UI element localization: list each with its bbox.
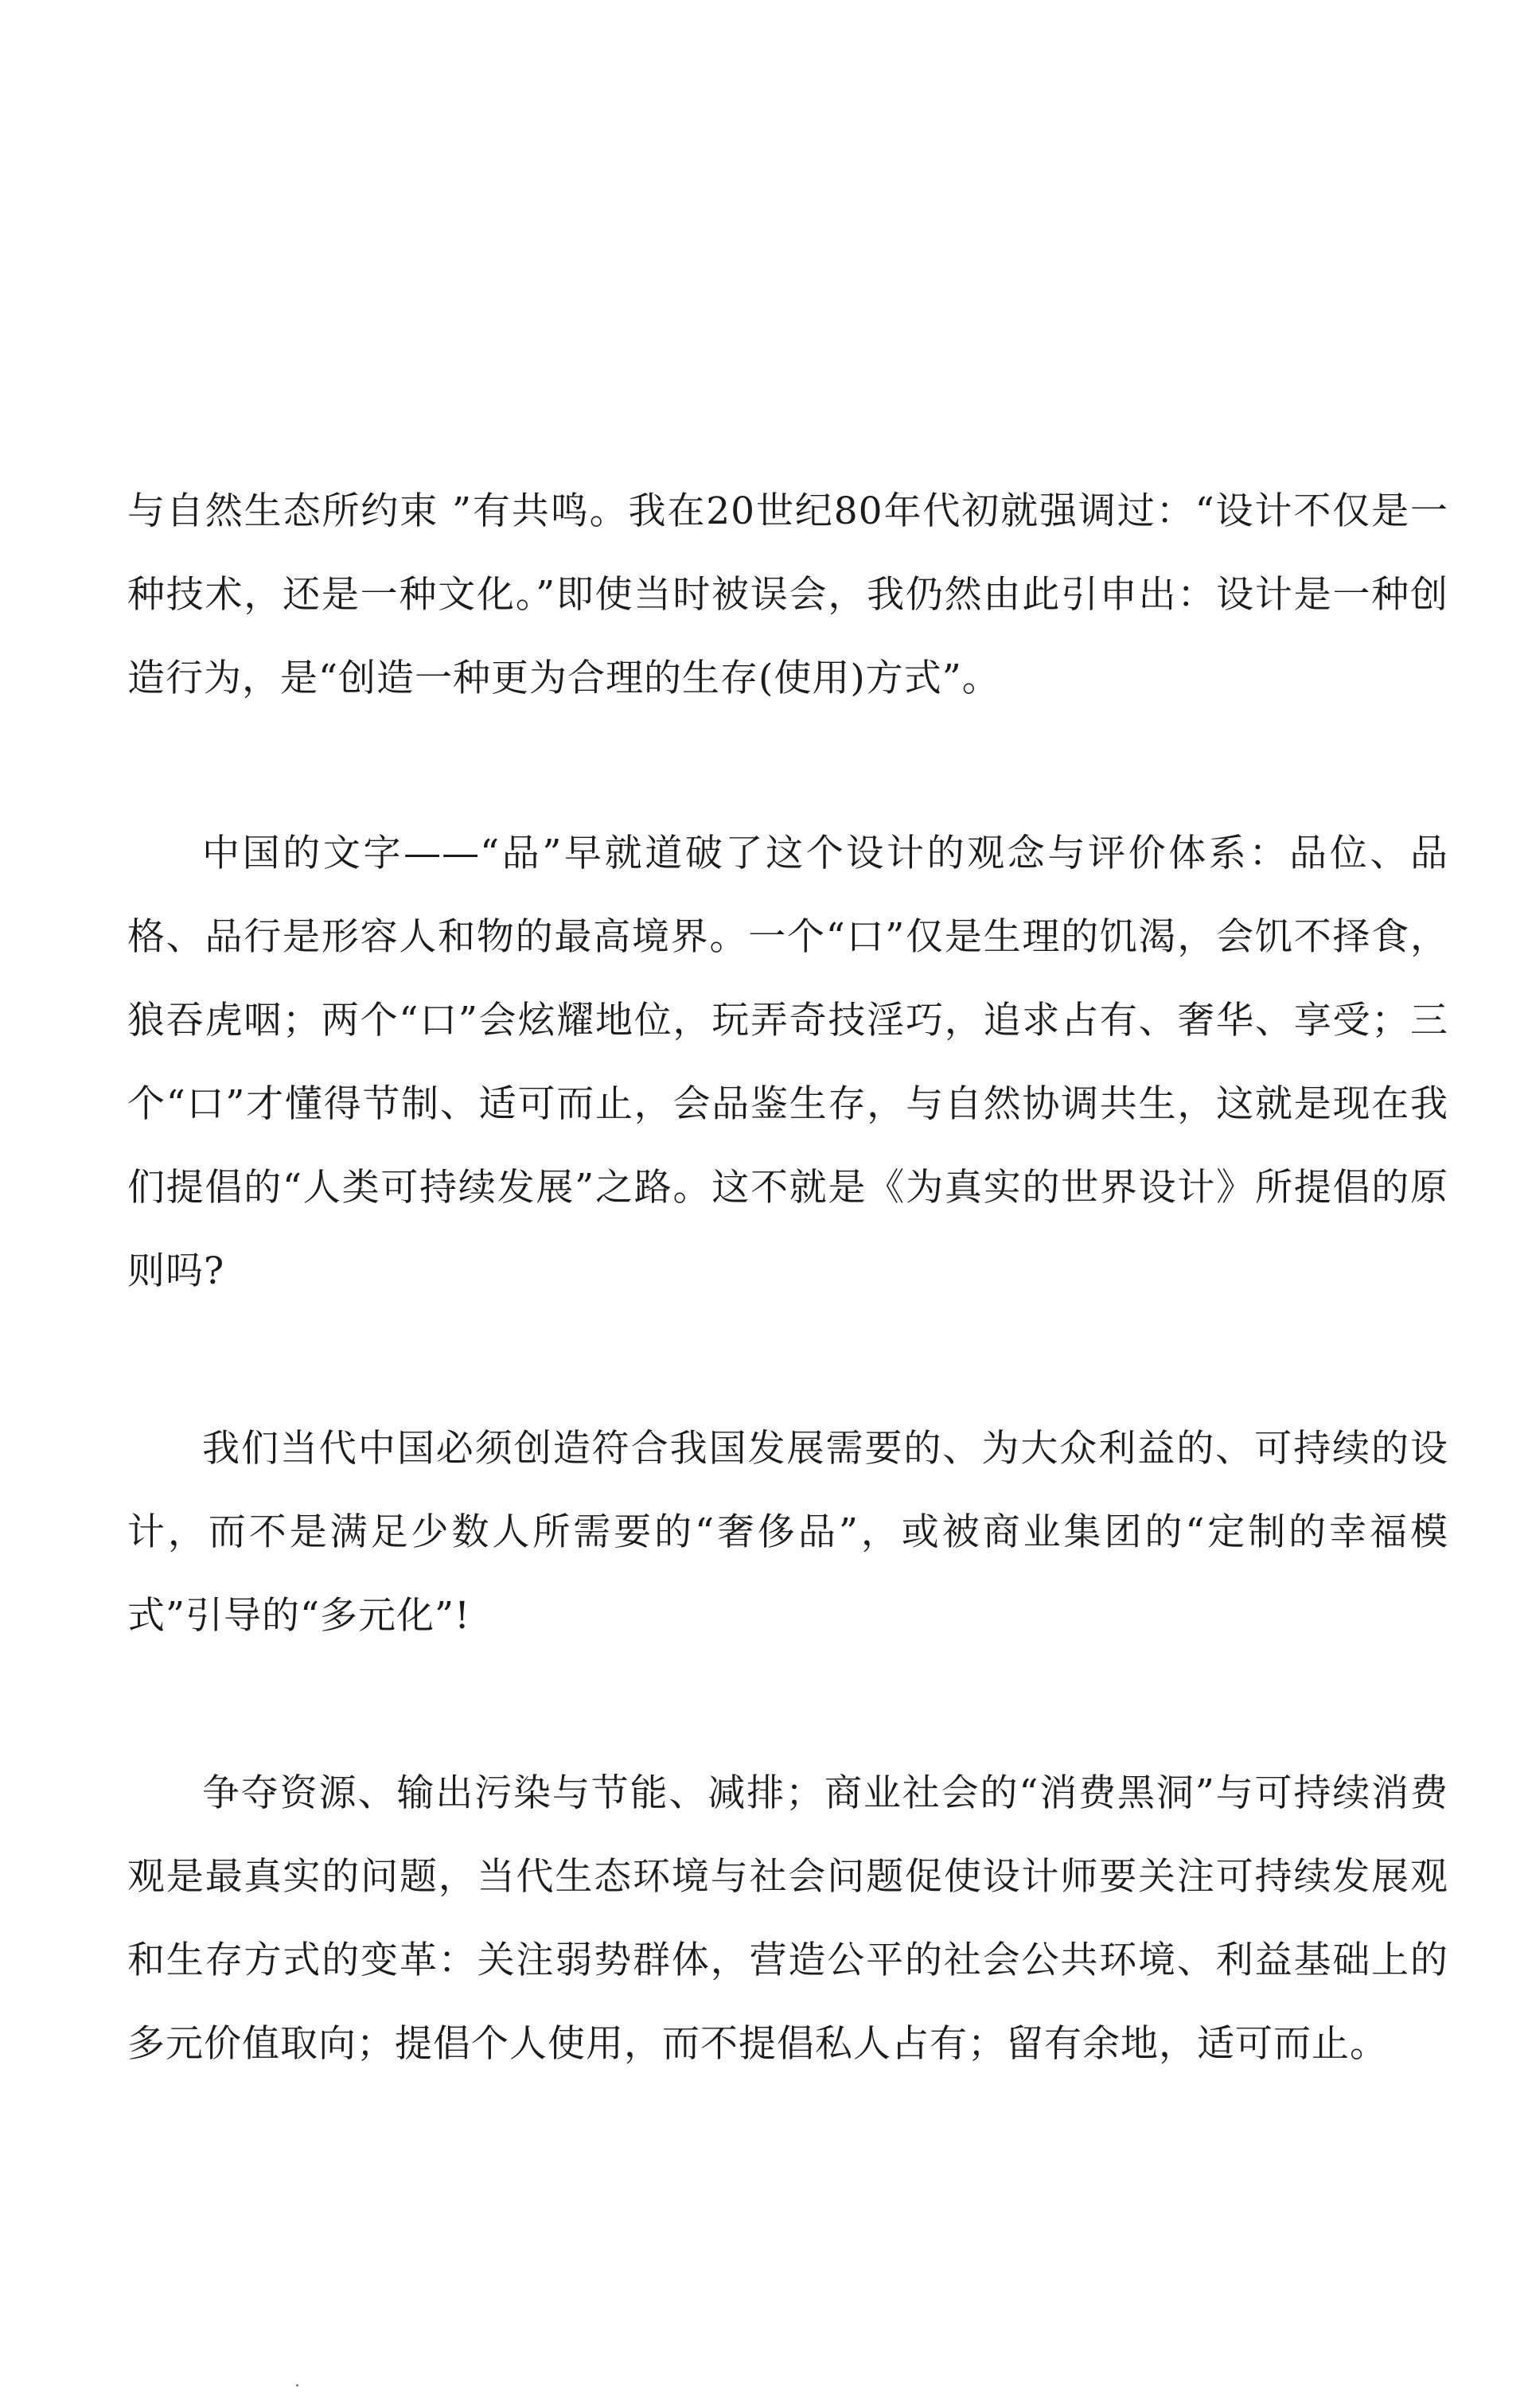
body-text [127, 470, 1448, 2086]
paragraph-gap [127, 720, 1448, 812]
paper-speck [296, 2384, 298, 2387]
paragraph-2: 中国的文字——“品”早就道破了这个设计的观念与评价体系：品位、品格、品行是形容人和物的最高境界。一个“口”仅是生理的饥渴，会饥不择食，狼吞虎咽；两个“口”会炫耀地位，玩弄奇技淫巧，追求占有、奢华、享受；三个“口”才懂得节制、适可而止，会品鉴生存，与自然协调共生，这就是现在我们提倡的“人类可持续发展”之路。这不就是《为真实的世界设计》所提倡的原则吗? [127, 832, 1448, 1293]
paragraph-1: 与自然生态所约束 ”有共鸣。我在20世纪80年代初就强调过：“设计不仅是一种技术，还是一种文化。”即使当时被误会，我仍然由此引申出：设计是一种创造行为，是“创造一种更为合理的生存(使用)方式”。 [127, 489, 1448, 700]
paragraph-gap [127, 1658, 1448, 1751]
paragraph-4: 争夺资源、输出污染与节能、减排；商业社会的“消费黑洞”与可持续消费观是最真实的问题，当代生态环境与社会问题促使设计师要关注可持续发展观和生存方式的变革：关注弱势群体，营造公平的社会公共环境、利益基础上的多元价值取向；提倡个人使用，而不提倡私人占有；留有余地，适可而止。 [127, 1771, 1448, 2066]
paragraph-3: 我们当代中国必须创造符合我国发展需要的、为大众利益的、可持续的设计，而不是满足少数人所需要的“奢侈品”，或被商业集团的“定制的幸福模式”引导的“多元化”! [127, 1427, 1448, 1638]
paragraph-gap [127, 1313, 1448, 1407]
